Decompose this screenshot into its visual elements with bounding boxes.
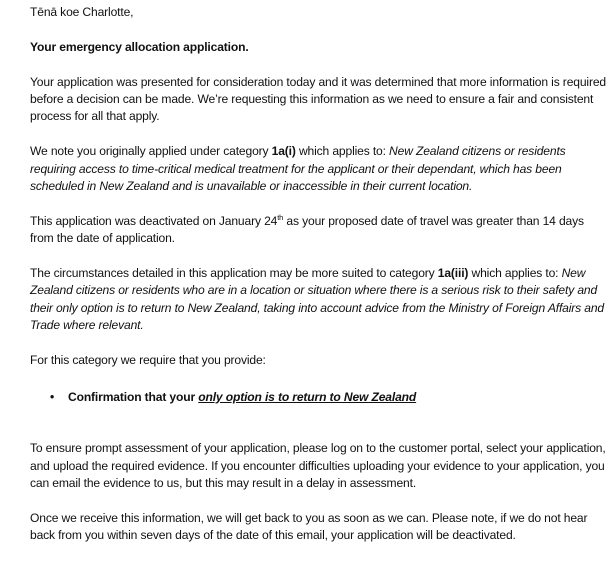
paragraph-deactivation	[30, 213, 610, 248]
paragraph-more-info-required: Your application was presented for consideration today and it was determined that more information is required before a decision can be made. We’re requesting this information as we need to ensure a fair and consistent process for all that apply.	[30, 74, 606, 124]
paragraph-suggested-category	[30, 265, 610, 335]
requirements-list	[30, 387, 610, 406]
original-category-description: New Zealand citizens or residents requiring access to time-critical medical treatment for the applicant or their dependant, which has been scheduled in New Zealand and is unavailable or inaccessible in their current location.	[30, 144, 566, 194]
requirement-item	[30, 389, 610, 406]
suggested-category-lead: The circumstances detailed in this application may be more suited to category	[30, 266, 438, 281]
original-category-mid: which applies to:	[295, 144, 390, 159]
requirement-emphasis: only option is to return to New Zealand	[198, 389, 417, 404]
deactivation-lead: This application was deactivated on January 24	[30, 213, 278, 228]
deactivation-ordinal: th	[277, 212, 284, 222]
email-heading: Your emergency allocation application.	[30, 39, 249, 54]
bullet-icon: •	[50, 389, 55, 404]
paragraph-upload-instructions: To ensure prompt assessment of your application, please log on to the customer portal, select your application, and upload the required evidence. If you encounter difficulties uploading your evidence to your application, you can email the evidence to us, but this may result in a delay in assessment.	[30, 441, 606, 491]
suggested-category-code: 1a(iii)	[437, 266, 469, 281]
suggested-category-mid: which applies to:	[468, 266, 562, 281]
deactivation-rest: as your proposed date of travel was greater than 14 days from the date of application.	[30, 213, 584, 246]
suggested-category-description: New Zealand citizens or residents who are in a location or situation where there is a serious risk to their safety and their only option is to return to New Zealand, taking into account advice from the Ministry of Foreign Affairs and Trade where relevant.	[30, 266, 604, 333]
requirement-lead: Confirmation that your	[68, 389, 199, 404]
original-category-code: 1a(i)	[271, 144, 296, 159]
original-category-lead: We note you originally applied under category	[30, 144, 272, 159]
paragraph-original-category	[30, 143, 610, 195]
email-body	[30, 4, 610, 562]
paragraph-requirements-intro: For this category we require that you provide:	[30, 353, 266, 368]
greeting: Tēnā koe Charlotte,	[30, 5, 134, 19]
paragraph-deadline-notice: Once we receive this information, we will get back to you as soon as we can. Please note, if we do not hear back from you within seven days of the date of this email, your application will be deactivated.	[30, 510, 588, 543]
